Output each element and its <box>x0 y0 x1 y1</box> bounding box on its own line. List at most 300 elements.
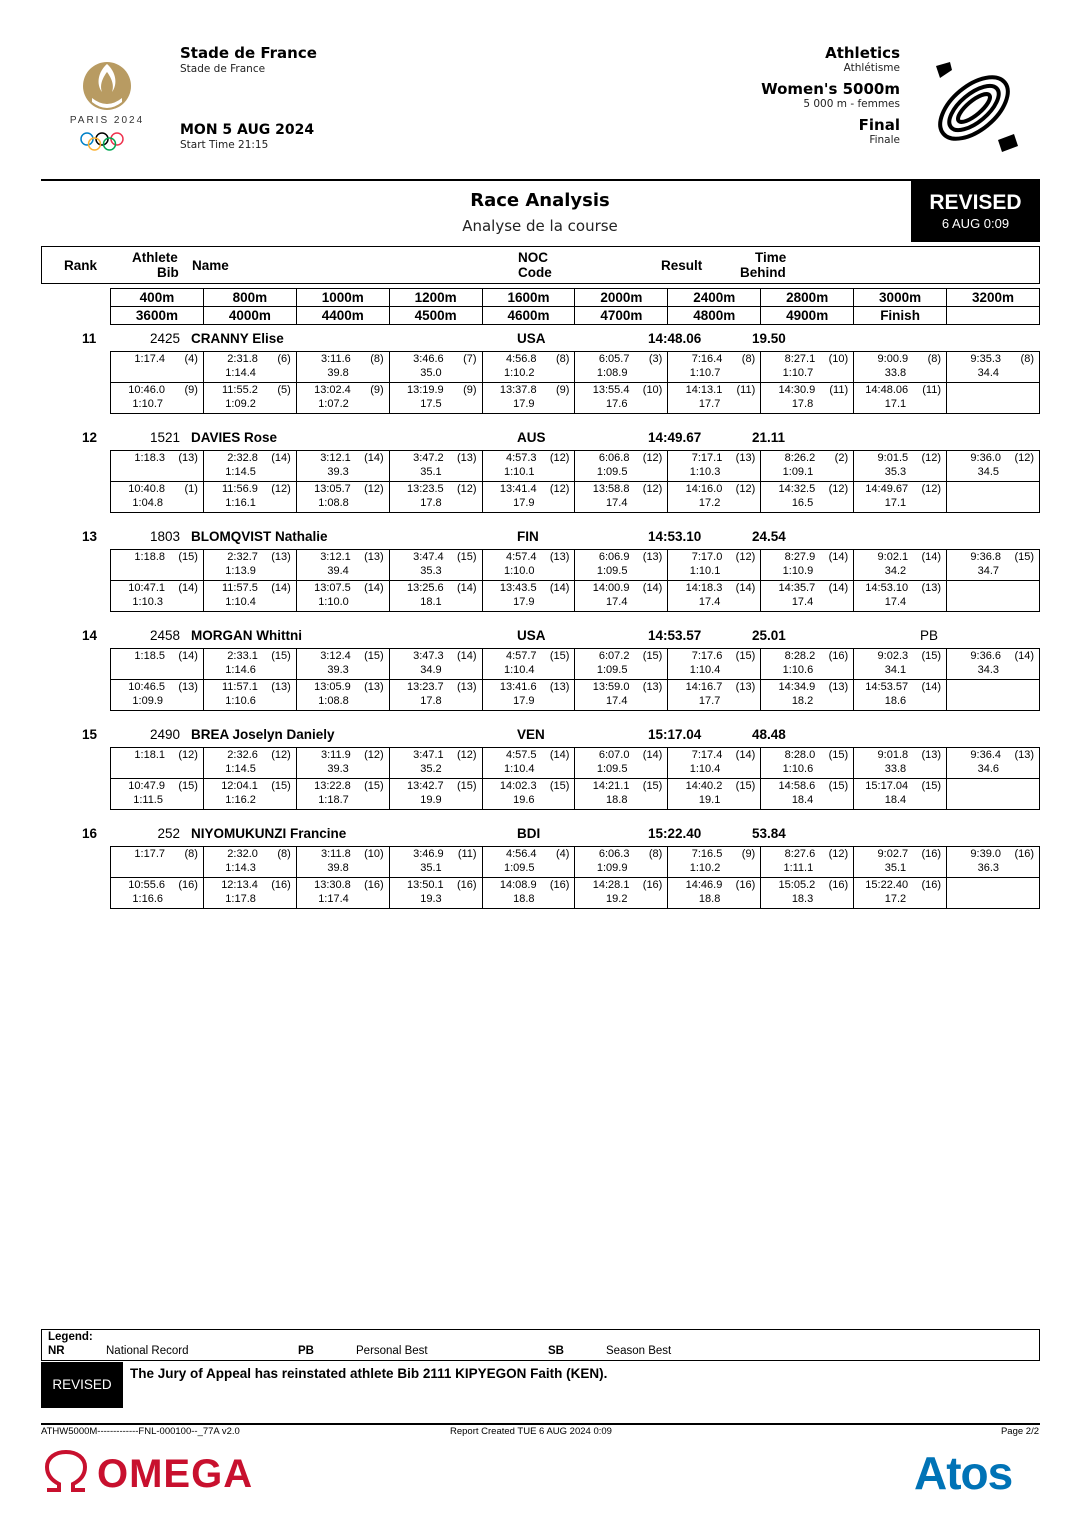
split-time: 14:58.6 <box>778 780 816 792</box>
split-lap-time: 35.1 <box>884 862 907 874</box>
split-cell <box>761 847 854 878</box>
split-cell <box>575 352 668 383</box>
revised-badge <box>911 180 1040 242</box>
split-position: (13) <box>178 681 198 693</box>
revised-label: REVISED <box>929 191 1022 214</box>
split-cell <box>575 550 668 581</box>
split-lap-time: 1:10.2 <box>503 367 535 379</box>
athlete-noc: USA <box>517 628 546 643</box>
split-row <box>111 779 1040 810</box>
split-lap-time: 1:14.5 <box>225 763 256 775</box>
split-lap-time: 17.8 <box>791 398 814 410</box>
athlete-time-behind: 19.50 <box>752 331 786 346</box>
split-lap-time: 18.2 <box>791 695 814 707</box>
split-cell <box>111 748 204 779</box>
split-cell <box>203 581 296 612</box>
split-lap-time: 1:10.7 <box>132 398 163 410</box>
split-lap-time: 33.8 <box>884 763 907 775</box>
split-position: (13) <box>735 452 756 464</box>
split-time: 14:53.57 <box>865 681 909 693</box>
split-position: (15) <box>828 780 849 792</box>
split-time: 3:12.1 <box>320 452 351 464</box>
split-position: (12) <box>1014 452 1034 464</box>
revised-time: 6 AUG 0:09 <box>941 216 1010 231</box>
athlete-rank: 16 <box>82 826 98 841</box>
split-time: 14:40.2 <box>685 780 723 792</box>
split-position: (9) <box>741 848 756 860</box>
split-position: (8) <box>556 353 570 365</box>
split-time: 8:27.1 <box>784 353 816 365</box>
split-position: (13) <box>364 551 384 563</box>
split-distance-label: 4500m <box>389 307 482 325</box>
split-lap-time: 1:08.9 <box>596 367 628 379</box>
report-created: Report Created TUE 6 AUG 2024 0:09 <box>450 1426 612 1437</box>
split-lap-time: 1:16.6 <box>132 893 163 905</box>
split-position: (9) <box>556 384 570 396</box>
split-lap-time: 34.5 <box>977 466 1000 478</box>
split-position: (13) <box>364 681 384 693</box>
split-time: 13:41.4 <box>499 483 537 495</box>
split-lap-time: 18.1 <box>420 596 442 608</box>
split-lap-time: 17.1 <box>884 398 907 410</box>
split-cell <box>854 482 947 513</box>
split-lap-time: 17.5 <box>420 398 442 410</box>
sport-name-fr: Athlétisme <box>843 62 900 74</box>
split-lap-time: 39.8 <box>327 862 349 874</box>
athlete-name: DAVIES Rose <box>191 430 278 445</box>
col-bib: Bib <box>157 265 179 280</box>
split-time: 9:01.8 <box>877 749 909 761</box>
start-time: Start Time 21:15 <box>180 139 269 151</box>
split-position: (10) <box>642 384 663 396</box>
sport-name: Athletics <box>825 44 900 62</box>
athletics-pictogram-icon <box>922 56 1026 160</box>
split-row <box>111 748 1040 779</box>
split-time: 7:17.1 <box>691 452 723 464</box>
split-lap-time: 19.2 <box>606 893 628 905</box>
split-cell <box>947 383 1040 414</box>
legend-box <box>41 1329 1040 1361</box>
split-lap-time: 17.8 <box>420 497 442 509</box>
split-cell <box>296 748 389 779</box>
split-position: (12) <box>271 749 291 761</box>
split-cell <box>389 878 482 909</box>
athlete-bib: 1803 <box>149 529 180 544</box>
split-position: (15) <box>642 650 663 662</box>
split-position: (10) <box>828 353 849 365</box>
split-row <box>111 550 1040 581</box>
page-number: Page 2/2 <box>1000 1426 1039 1437</box>
split-time: 11:57.1 <box>222 681 258 693</box>
split-lap-time: 19.6 <box>513 794 535 806</box>
split-position: (11) <box>736 384 756 396</box>
legend-code: NR <box>48 1345 65 1357</box>
split-distance-label: 4700m <box>575 307 668 325</box>
split-cell <box>111 649 204 680</box>
split-time: 2:33.1 <box>227 650 258 662</box>
split-lap-time: 34.6 <box>977 763 1000 775</box>
athlete-bib: 1521 <box>149 430 180 445</box>
athlete-name: NIYOMUKUNZI Francine <box>191 826 347 841</box>
phase-name-fr: Finale <box>869 134 900 146</box>
split-time: 4:57.7 <box>505 650 537 662</box>
athlete-rank: 15 <box>82 727 98 742</box>
split-time: 13:19.9 <box>406 384 444 396</box>
split-cell <box>575 680 668 711</box>
split-lap-time: 19.3 <box>420 893 442 905</box>
split-position: (13) <box>921 749 942 761</box>
split-lap-time: 1:14.3 <box>225 862 256 874</box>
omega-logo <box>41 1450 254 1496</box>
split-position: (16) <box>549 879 570 891</box>
split-cell <box>947 748 1040 779</box>
split-cell <box>854 383 947 414</box>
split-cell <box>389 383 482 414</box>
split-time: 12:13.4 <box>221 879 258 891</box>
split-position: (6) <box>277 353 291 365</box>
split-cell <box>854 352 947 383</box>
split-lap-time: 39.8 <box>327 367 349 379</box>
split-lap-time: 1:10.6 <box>782 664 814 676</box>
split-cell <box>482 649 575 680</box>
split-cell <box>389 779 482 810</box>
split-row <box>111 352 1040 383</box>
split-time: 6:06.3 <box>598 848 630 860</box>
split-position: (16) <box>828 879 849 891</box>
col-athlete: Athlete <box>132 250 178 265</box>
split-position: (14) <box>735 582 756 594</box>
header-rule <box>41 179 1040 181</box>
split-distance-label: 800m <box>203 289 296 307</box>
split-cell <box>668 581 761 612</box>
split-lap-time: 34.1 <box>884 664 907 676</box>
split-position: (16) <box>457 879 477 891</box>
split-time: 6:07.0 <box>598 749 630 761</box>
split-position: (14) <box>549 749 570 761</box>
split-lap-time: 39.3 <box>327 664 349 676</box>
split-cell <box>854 550 947 581</box>
split-time: 3:47.1 <box>413 749 444 761</box>
split-row <box>111 847 1040 878</box>
split-cell <box>854 680 947 711</box>
split-cell <box>854 878 947 909</box>
venue-block <box>180 44 317 151</box>
split-position: (16) <box>921 848 942 860</box>
split-position: (11) <box>457 848 477 860</box>
split-cell <box>482 680 575 711</box>
split-time: 3:11.9 <box>321 749 351 761</box>
split-distance-label: 1200m <box>389 289 482 307</box>
split-position: (15) <box>549 780 570 792</box>
split-cell <box>947 649 1040 680</box>
split-lap-time: 1:10.4 <box>503 664 535 676</box>
split-time: 3:47.3 <box>413 650 444 662</box>
split-time: 14:34.9 <box>778 681 816 693</box>
split-position: (7) <box>463 353 477 365</box>
split-cell <box>203 649 296 680</box>
split-time: 8:27.9 <box>784 551 816 563</box>
split-cell <box>482 779 575 810</box>
split-cell <box>668 748 761 779</box>
logo-wordmark: PARIS 2024 <box>69 115 145 126</box>
split-position: (3) <box>648 353 663 365</box>
split-time: 13:07.5 <box>314 582 351 594</box>
split-position: (13) <box>271 681 291 693</box>
split-cell <box>482 581 575 612</box>
split-lap-time: 18.3 <box>791 893 814 905</box>
split-position: (13) <box>642 551 663 563</box>
athlete-time-behind: 24.54 <box>752 529 786 544</box>
split-cell <box>575 581 668 612</box>
split-cell <box>111 352 204 383</box>
split-position: (15) <box>271 650 291 662</box>
split-time: 14:32.5 <box>778 483 816 495</box>
split-position: (12) <box>178 749 198 761</box>
split-lap-time: 33.8 <box>884 367 907 379</box>
split-time: 9:36.6 <box>970 650 1002 662</box>
split-time: 2:32.0 <box>227 848 258 860</box>
split-distance-label: 1600m <box>482 289 575 307</box>
split-position: (14) <box>921 681 942 693</box>
split-position: (11) <box>922 384 942 396</box>
athlete-noc: USA <box>517 331 546 346</box>
split-position: (15) <box>549 650 570 662</box>
split-position: (12) <box>642 452 663 464</box>
split-time: 13:30.8 <box>314 879 351 891</box>
split-distance-label: 3600m <box>111 307 204 325</box>
split-position: (9) <box>463 384 477 396</box>
split-distance-label: 4600m <box>482 307 575 325</box>
split-position: (11) <box>829 384 849 396</box>
athlete-name: BREA Joselyn Daniely <box>191 727 335 742</box>
split-time: 2:31.8 <box>227 353 258 365</box>
athlete-result: 14:53.10 <box>648 529 702 544</box>
split-lap-time: 1:08.8 <box>318 497 349 509</box>
title-sub: Analyse de la course <box>462 217 618 235</box>
split-position: (13) <box>921 582 942 594</box>
split-cell <box>668 550 761 581</box>
split-time: 13:43.5 <box>499 582 537 594</box>
split-time: 7:17.6 <box>691 650 723 662</box>
split-lap-time: 1:10.0 <box>503 565 535 577</box>
split-time: 13:23.5 <box>406 483 444 495</box>
split-time: 11:55.2 <box>222 384 258 396</box>
paris-2024-logo <box>62 58 152 158</box>
split-time: 4:56.4 <box>505 848 537 860</box>
split-lap-time: 1:09.1 <box>782 466 814 478</box>
split-lap-time: 1:10.3 <box>689 466 721 478</box>
split-cell <box>761 581 854 612</box>
split-lap-time: 1:09.5 <box>503 862 535 874</box>
split-cell <box>389 748 482 779</box>
split-position: (13) <box>457 452 477 464</box>
split-time: 14:48.06 <box>865 384 909 396</box>
athlete-bib: 2490 <box>149 727 180 742</box>
split-cell <box>296 383 389 414</box>
split-cell <box>389 649 482 680</box>
split-cell <box>203 680 296 711</box>
split-cell <box>111 482 204 513</box>
venue-name-fr: Stade de France <box>180 63 266 75</box>
split-cell <box>296 847 389 878</box>
split-lap-time: 17.4 <box>698 596 721 608</box>
split-cell <box>296 451 389 482</box>
split-lap-time: 18.8 <box>606 794 628 806</box>
split-time: 14:13.1 <box>685 384 723 396</box>
split-time: 7:16.4 <box>691 353 723 365</box>
split-time: 13:41.6 <box>499 681 537 693</box>
split-time: 8:26.2 <box>784 452 816 464</box>
split-position: (15) <box>178 780 198 792</box>
split-time: 3:47.4 <box>413 551 444 563</box>
split-position: (15) <box>735 650 756 662</box>
split-row <box>111 383 1040 414</box>
split-position: (16) <box>735 879 756 891</box>
split-lap-time: 1:14.5 <box>225 466 256 478</box>
split-lap-time: 17.9 <box>513 398 535 410</box>
athlete-noc: AUS <box>517 430 546 445</box>
split-time: 4:56.8 <box>505 353 537 365</box>
athlete-noc: VEN <box>517 727 545 742</box>
split-position: (12) <box>921 483 942 495</box>
event-name-fr: 5 000 m - femmes <box>803 98 900 110</box>
split-time: 8:28.0 <box>784 749 816 761</box>
split-time: 3:11.6 <box>321 353 351 365</box>
split-time: 13:50.1 <box>406 879 444 891</box>
split-lap-time: 1:07.2 <box>318 398 349 410</box>
split-lap-time: 1:16.1 <box>225 497 256 509</box>
split-position: (16) <box>364 879 384 891</box>
split-cell <box>854 779 947 810</box>
split-distance-label: Finish <box>854 307 947 325</box>
split-cell <box>203 779 296 810</box>
split-position: (14) <box>642 749 663 761</box>
split-time: 1:17.4 <box>134 353 165 365</box>
legend-desc: National Record <box>106 1345 189 1357</box>
split-position: (14) <box>735 749 756 761</box>
split-time: 14:28.1 <box>592 879 630 891</box>
split-lap-time: 1:10.6 <box>782 763 814 775</box>
split-time: 13:59.0 <box>592 681 630 693</box>
split-time: 14:53.10 <box>865 582 909 594</box>
split-cell <box>854 847 947 878</box>
split-cell <box>111 878 204 909</box>
split-time: 2:32.7 <box>227 551 258 563</box>
split-lap-time: 17.1 <box>884 497 907 509</box>
split-position: (14) <box>364 452 384 464</box>
split-lap-time: 34.2 <box>884 565 907 577</box>
split-time: 14:16.7 <box>685 681 723 693</box>
split-cell <box>296 779 389 810</box>
split-cell <box>761 878 854 909</box>
split-lap-time: 1:10.4 <box>225 596 256 608</box>
split-row <box>111 451 1040 482</box>
split-position: (16) <box>642 879 663 891</box>
split-position: (14) <box>457 650 477 662</box>
phase-name: Final <box>858 116 900 134</box>
split-time: 2:32.6 <box>227 749 258 761</box>
split-cell <box>575 878 668 909</box>
split-lap-time: 1:10.1 <box>503 466 535 478</box>
split-cell <box>761 748 854 779</box>
split-lap-time: 17.8 <box>420 695 442 707</box>
split-time: 9:39.0 <box>970 848 1002 860</box>
split-lap-time: 1:09.5 <box>596 763 628 775</box>
split-lap-time: 17.2 <box>884 893 907 905</box>
split-position: (8) <box>277 848 291 860</box>
split-time: 14:00.9 <box>592 582 630 594</box>
split-time: 14:46.9 <box>685 879 723 891</box>
split-position: (15) <box>364 650 384 662</box>
split-time: 13:02.4 <box>314 384 351 396</box>
split-position: (15) <box>178 551 198 563</box>
split-position: (12) <box>457 749 477 761</box>
athlete-bib: 2425 <box>149 331 180 346</box>
split-lap-time: 1:10.4 <box>689 763 721 775</box>
split-time: 7:17.4 <box>691 749 723 761</box>
split-position: (13) <box>735 681 756 693</box>
split-cell <box>668 779 761 810</box>
split-cell <box>296 550 389 581</box>
split-position: (2) <box>834 452 849 464</box>
athlete-name: MORGAN Whittni <box>191 628 302 643</box>
split-lap-time: 34.9 <box>420 664 442 676</box>
split-times-table <box>110 648 1040 711</box>
split-position: (5) <box>277 384 291 396</box>
split-cell <box>482 352 575 383</box>
split-time: 1:18.5 <box>134 650 165 662</box>
split-distance-label: 2800m <box>761 289 854 307</box>
col-noc: NOC <box>518 250 548 265</box>
split-lap-time: 1:10.0 <box>318 596 349 608</box>
split-lap-time: 17.7 <box>698 398 721 410</box>
split-position: (12) <box>735 483 756 495</box>
athlete-result: 15:22.40 <box>648 826 702 841</box>
split-lap-time: 17.6 <box>606 398 628 410</box>
split-time: 3:11.8 <box>321 848 351 860</box>
split-lap-time: 35.3 <box>884 466 907 478</box>
athlete-bib: 2458 <box>149 628 180 643</box>
split-time: 6:05.7 <box>598 353 630 365</box>
split-lap-time: 1:18.7 <box>318 794 349 806</box>
split-position: (16) <box>828 650 849 662</box>
split-distance-label: 2400m <box>668 289 761 307</box>
split-cell <box>947 847 1040 878</box>
split-time: 4:57.3 <box>505 452 537 464</box>
split-time: 1:18.3 <box>134 452 165 464</box>
athlete-name: CRANNY Elise <box>191 331 284 346</box>
split-distance-header <box>110 288 1040 325</box>
split-distance-label: 4800m <box>668 307 761 325</box>
split-time: 9:02.7 <box>877 848 909 860</box>
split-position: (12) <box>457 483 477 495</box>
split-time: 13:23.7 <box>406 681 444 693</box>
athlete-time-behind: 25.01 <box>752 628 786 643</box>
athlete-time-behind: 53.84 <box>752 826 786 841</box>
athlete-bib: 252 <box>157 826 180 841</box>
split-lap-time: 1:09.5 <box>596 466 628 478</box>
split-time: 1:17.7 <box>134 848 165 860</box>
split-time: 15:17.04 <box>865 780 909 792</box>
split-times-table <box>110 747 1040 810</box>
omega-wordmark: OMEGA <box>97 1452 254 1496</box>
athlete-time-behind: 48.48 <box>752 727 786 742</box>
split-lap-time: 17.4 <box>606 695 628 707</box>
split-lap-time: 34.4 <box>977 367 1000 379</box>
split-cell <box>482 451 575 482</box>
split-position: (15) <box>271 780 291 792</box>
split-times-table <box>110 549 1040 612</box>
